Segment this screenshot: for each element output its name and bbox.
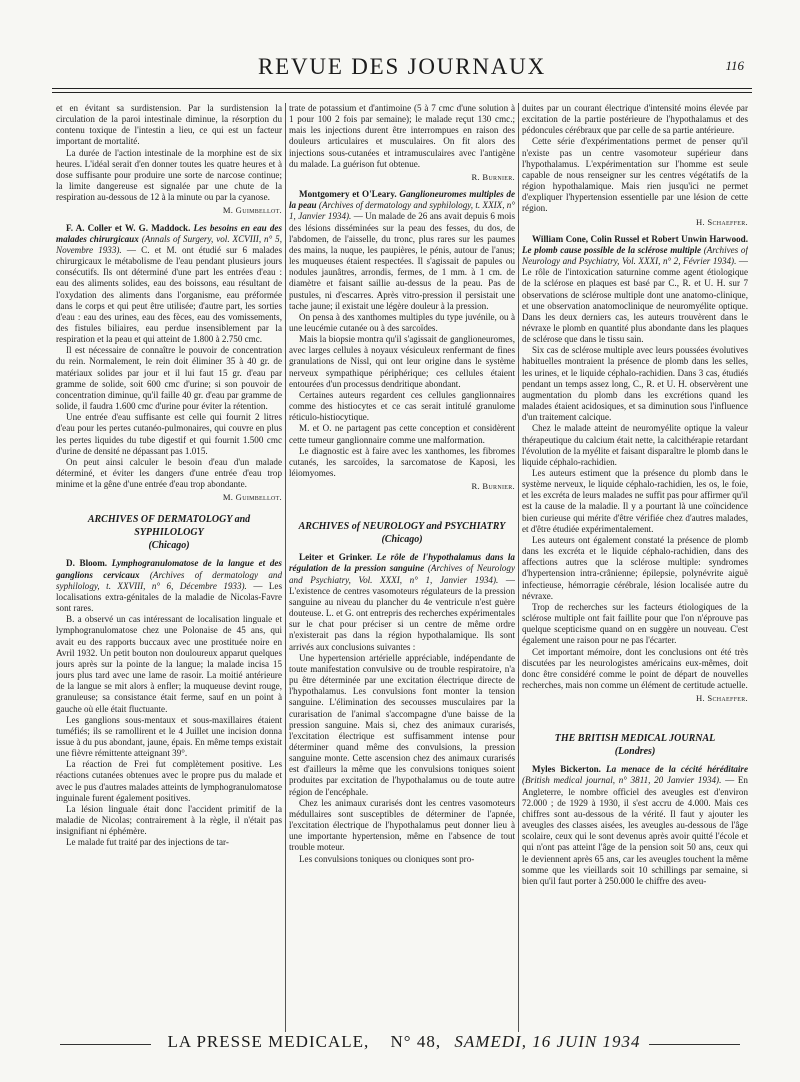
paragraph: Cet important mémoire, dont les conclusions ont été très discutées par les neurologistes américains eux-mêmes, doit donc être considéré comme le point de départ de nouvelles recherches, mais non comme un élément de certitude actuelle. — [522, 646, 748, 690]
article-heading — [56, 223, 282, 346]
paragraph: Il est nécessaire de connaître le pouvoir de concentration du rein. Normalement, le rein doit éliminer 35 à 40 gr. de matériaux solides par jour et il lui faut 15 gr. d'eau par gramme de solide, soit 600 cmc d'urine; si son pouvoir de concentration diminue, qu'il faille 40 gr. d'eau par gramme de solide, il faudra 1.600 cmc d'urine pour éviter la rétention. — [56, 345, 282, 412]
paragraph: On peut ainsi calculer le besoin d'eau d'un malade déterminé, et éviter les dangers d'une entrée d'eau trop minime et la gêne d'une entrée d'eau trop abondante. — [56, 456, 282, 490]
footer-date: SAMEDI, 16 JUIN 1934 — [454, 1032, 641, 1051]
author-signature: R. Burnier. — [471, 481, 515, 492]
paragraph: On pensa à des xanthomes multiples du type juvénile, ou à une leucémie cutanée ou à des sarcoïdes. — [289, 311, 515, 333]
paragraph: Cette série d'expérimentations permet de penser qu'il n'existe pas un centre vasomoteur supérieur dans l'hypothalamus. L'expérimentation sur l'homme est seule capable de nous renseigner sur les centres végétatifs de la région hypothalamique. Mais rien jusqu'ici ne permet d'expliquer l'hypertension essentielle par une lésion de cette région. — [522, 136, 748, 214]
paragraph: Une entrée d'eau suffisante est celle qui fournit 2 litres d'eau pour les pertes cutanéo-pulmonaires, qui couvre en plus les pertes liquides du tube digestif et qui fournit 1.500 cmc d'urine de densité ne dépassant pas 1.015. — [56, 412, 282, 456]
author-signature: M. Guimbellot. — [222, 205, 282, 216]
article-title: Lymphogranulomatose de la langue et des ganglions cervicaux — [56, 558, 282, 580]
page-footer — [60, 1032, 740, 1056]
article-authors: Montgomery et O'Leary. — [299, 189, 397, 200]
paragraph: Les ganglions sous-mentaux et sous-maxillaires étaient tuméfiés; ils se ramollirent et le 4 Juillet une incision donna issue à du pus abondant, jaune, épais. En même temps existait une fièvre rémittente atteignant 39°. — [56, 714, 282, 759]
article-heading — [522, 764, 748, 887]
paragraph: La lésion linguale était donc l'accident primitif de la maladie de Nicolas; contrairement à la règle, il n'était pas insignifiant ni éphémère. — [56, 803, 282, 837]
section-journal-name: ARCHIVES OF DERMATOLOGY and SYPHILOLOGY — [87, 514, 251, 539]
column-divider — [518, 103, 519, 1038]
paragraph: Les convulsions toniques ou cloniques sont pro- — [299, 853, 475, 864]
footer-journal: LA PRESSE MEDICALE, — [159, 1032, 377, 1051]
page-number: 116 — [725, 58, 744, 73]
section-city: (Chicago) — [381, 534, 423, 546]
article-reference: (British medical journal, n° 3811, 20 Janvier 1934). — [522, 775, 722, 786]
article-reference: (Annals of Surgery, vol. XCVIII, n° 5, Novembre 1933). — [56, 233, 282, 255]
paragraph: — Le rôle de l'intoxication saturnine comme agent étiologique de la sclérose en plaques est basé par C., R. et U. H. sur 7 observations de sclérose multiple dont une anatomo-clinique, et une observation anatomoclinique de neuromyélite optique. Dans les deux derniers cas, les auteurs trouvèrent dans le névraxe le plomb en quantité plus abondante dans les plaques de sclérose que dans le tissu sain. — [522, 256, 748, 345]
article-authors: Leiter et Grinker. — [299, 552, 372, 563]
article-heading — [289, 189, 515, 312]
spacer — [289, 498, 515, 510]
paragraph: Mais la biopsie montra qu'il s'agissait de ganglioneuromes, avec larges cellules à noyaux vésiculeux renfermant de fines granulations de Nissl, qui ont leur origine dans le système nerveux sympathique périphérique; ces cellules étaient entourées d'un processus dendritique abondant. — [289, 334, 515, 389]
author-signature: R. Burnier. — [471, 171, 515, 182]
article-reference: (Archives of dermatology and syphilology, t. XXVIII, n° 6, Décembre 1933). — [56, 569, 282, 591]
author-signature: H. Schaeffer. — [695, 216, 748, 227]
article-title: Le plomb cause possible de la sclérose multiple — [522, 244, 702, 255]
paragraph: — Les localisations extra-génitales de la maladie de Nicolas-Favre sont rares. — [56, 580, 282, 614]
article-authors: D. Bloom. — [66, 558, 108, 569]
article-heading — [56, 558, 282, 614]
page-title: REVUE DES JOURNAUX — [258, 54, 546, 79]
section-heading — [289, 520, 515, 546]
spacer — [522, 710, 748, 722]
article-title: Les besoins en eau des malades chirurgicaux — [56, 222, 282, 244]
paragraph: La durée de l'action intestinale de la morphine est de six heures. L'idéal serait d'en donner toutes les quatre heures et à dose suffisante pour produire une sorte de narcose continue; la limite dangereuse est signalée par une chute de la respiration au-dessous de 12 à la minute ou par la cyanose. — [56, 147, 282, 203]
footer-text — [60, 1032, 740, 1052]
header-rule — [52, 88, 752, 89]
article-heading — [289, 552, 515, 652]
column-left — [56, 103, 282, 1038]
paragraph: B. a observé un cas intéressant de localisation linguale et lymphogranulomatose chez une Polonaise de 45 ans, qui avait eu des rapports buccaux avec une prostituée noire en Avril 1932. Un petit bouton non douloureux apparut quelques jours après sur la pointe de la langue; la malade incisa 15 jours plus tard avec une lame de rasoir. La moitié antérieure de la langue se mit alors à enfler; la muqueuse devint rouge, granuleuse; sa consistance était ferme, sauf en un point à gauche où elle était fluctuante. — [56, 614, 282, 714]
paragraph: La réaction de Frei fut complètement positive. Les réactions cutanées obtenues avec le propre pus du malade et avec le pus d'autres malades atteints de lymphogranulomatose inguinale furent également positives. — [56, 759, 282, 803]
section-journal-name: ARCHIVES of NEUROLOGY and PSYCHIATRY — [298, 521, 506, 533]
paragraph: — L'existence de centres vasomoteurs régulateurs de la pression sanguine au niveau du plancher du 4e ventricule n'est guère douteuse. L. et G. ont entrepris des recherches expérimentales sur le chat pour préciser si un centre de même ordre n'existerait pas dans la région hypothalamique. Ils sont arrivés aux conclusions suivantes : — [289, 574, 515, 652]
paragraph: Certaines auteurs regardent ces cellules ganglionnaires comme des histiocytes et ce cas serait intitulé granulome réticulo-histiocytique. — [289, 389, 515, 423]
section-journal-name: THE BRITISH MEDICAL JOURNAL — [554, 733, 716, 745]
paragraph: — Un malade de 26 ans avait depuis 6 mois des lésions disséminées sur la peau des fesses, du dos, de l'abdomen, de l'aisselle, du tronc, plus rares sur les paumes des mains, la nuque, les paupières, le pénis, autour de l'anus; les muqueuses étaient respectées. Il s'agissait de papules ou nodules jaunâtres, arrondis, fermes, de 1 mm. à 1 cm. de diamètre et faisant saillie au-dessus de la peau. Pas de pustules, ni d'escarres. Après vitro-pression il persistait une tache jaune; il existait une légère douleur à la pression. — [289, 211, 515, 311]
article-title: La menace de la cécité héréditaire — [606, 764, 748, 775]
paragraph: Six cas de sclérose multiple avec leurs poussées évolutives habituelles montraient la présence de plomb dans les selles, les urines, et le liquide céphalo-rachidien. Dans 3 cas, étudiés pendant un temps assez long, C., R. et U. H. observèrent une augmentation du plomb dans les excrétions quand les malades étaient acidosiques, et sa diminution sous l'influence d'un traitement calcique. — [522, 345, 748, 423]
paragraph: Chez le malade atteint de neuromyélite optique la valeur thérapeutique du calcium était nette, la calcithérapie retardant l'évolution de la myélite et faisant disparaître le plomb dans le liquide céphalo-rachidien. — [522, 423, 748, 467]
paragraph: Les auteurs estiment que la présence du plomb dans le système nerveux, le liquide céphalo-rachidien, les os, le foie, et les excréta de leurs malades ne suffit pas pour affirmer qu'il est la cause de la maladie. Il y a pourtant là une coïncidence bien curieuse qui mérite d'être vérifiée chez d'autres malades, et d'être étudiée expérimentalement. — [522, 468, 748, 534]
article-title: Le rôle de l'hypothalamus dans la régulation de la pression sanguine — [289, 552, 515, 574]
paragraph: M. et O. ne partagent pas cette conception et considèrent cette tumeur ganglionnaire comme une malformation. — [289, 423, 515, 445]
column-middle — [289, 103, 515, 1038]
paragraph: Les auteurs ont également constaté la présence de plomb dans les excréta et le liquide céphalo-rachidien, dans des affections autres que la sclérose multiple: syndromes d'hypertension intra-crânienne; épilepsie, polynévrite aiguë infectieuse, hémorragie cérébrale, lésion localisée autre du névraxe. — [522, 534, 748, 601]
article-authors: F. A. Coller et W. G. Maddock. — [66, 222, 191, 233]
author-signature: H. Schaeffer. — [695, 693, 748, 704]
section-heading — [522, 732, 748, 758]
article-reference: (Archives of Neurology and Psychiatry, Vol. XXXI, n° 2, Février 1934). — [522, 244, 748, 267]
footer-issue: N° 48, — [383, 1032, 450, 1051]
section-heading — [56, 513, 282, 552]
article-reference: (Archives of dermatology and syphilology, t. XXIX, n° 1, Janvier 1934). — [289, 200, 515, 222]
article-heading — [522, 234, 748, 346]
section-city: (Chicago) — [148, 540, 190, 552]
article-reference: (Archives of Neurology and Psychiatry, Vol. XXXI, n° 1, Janvier 1934). — [289, 563, 515, 585]
paragraph: trate de potassium et d'antimoine (5 à 7 cmc d'une solution à 1 pour 100 2 fois par semaine); le malade reçut 130 cmc.; mais les injections durent être interrompues en raison des douleurs articulaires et musculaires. On fit alors des injections sous-cutanées et intramusculaires avec l'antigène du malade. La guérison fut obtenue. — [289, 103, 515, 169]
paragraph: — En Angleterre, le nombre officiel des aveugles est d'environ 72.000 ; de 1929 à 1930, il s'est accru de 4.000. Mais ces chiffres sont au-dessous de la vérité. Il faut y ajouter les aveugles des classes aisées, les aveugles au-dessous de l'âge scolaire, ceux qui le sont devenus après avoir quitté l'école et qui n'ont pas atteint l'âge de la pension soit 50 ans, ceux qui le deviennent après 65 ans, car les aveugles touchent la même somme que les vieillards soit 10 schillings par semaine, si bien qu'il faut porter à 250.000 le chiffre des aveu- — [522, 775, 748, 886]
section-city: (Londres) — [614, 746, 656, 758]
article-title: Ganglioneuromes multiples de la peau — [289, 189, 515, 211]
paragraph: Le diagnostic est à faire avec les xanthomes, les fibromes cutanés, les sarcoïdes, la sarcomatose de Kaposi, les léiomyomes. — [289, 445, 515, 478]
paragraph: Une hypertension artérielle appréciable, indépendante de toute manifestation convulsive ou de trouble respiratoire, n'a pu être déterminée par une excitation électrique directe de l'hypothalamus. Les convulsions font monter la tension sanguine. L'élimination des secousses musculaires par la curarisation de l'animal s'accompagne d'une baisse de la pression sanguine. Mais si, chez des animaux curarisés, l'excitation électrique est suffisamment intense pour déterminer quand même des convulsions, la pression sanguine monte. Cette ascension chez des animaux curarisés est d'ailleurs la même que les convulsions toniques soient produites par excitation de l'hypothalamus ou de toute autre région de l'encéphale. — [289, 652, 515, 797]
paragraph: et en évitant sa surdistension. Par la surdistension la circulation de la paroi intestinale diminue, la résorption du contenu toxique de l'intestin a lieu, ce qui est un facteur important de mortalité. — [56, 103, 282, 147]
article-authors: Myles Bickerton. — [532, 764, 601, 775]
paragraph: Chez les animaux curarisés dont les centres vasomoteurs médullaires sont susceptibles de déterminer de l'apnée, l'excitation électrique de l'hypothalamus peut donner lieu à une importante hypertension, même en l'absence de tout trouble moteur. — [289, 797, 515, 853]
author-signature: M. Guimbellot. — [222, 492, 282, 503]
column-right — [522, 103, 748, 1038]
header-rule-inner — [52, 92, 752, 93]
column-divider — [285, 103, 286, 1038]
paragraph: Le malade fut traité par des injections de tar- — [66, 837, 229, 848]
paragraph: Trop de recherches sur les facteurs étiologiques de la sclérose multiple ont fait faillite pour que l'on n'éprouve pas quelque scepticisme quand on en suggère un nouveau. C'est également une raison pour ne pas l'écarter. — [522, 601, 748, 646]
paragraph: — C. et M. ont étudié sur 6 malades chirurgicaux le métabolisme de l'eau pendant plusieurs jours consécutifs. Ils ont déterminé d'une part les entrées d'eau : eau des aliments solides, eau des boissons, eau résultant de l'oxydation des aliments dans l'organisme, eau préformée dans le corps et qui peut être utilisée; d'autre part, les sorties d'eau : eau des urines, eau des fèces, eau des vomissements, des fistules biliaires, eau perdue insensiblement par la respiration et la peau et qui atteint de 1.800 à 2.750 cmc. — [56, 244, 282, 345]
article-authors: William Cone, Colin Russel et Robert Unwin Harwood. — [532, 233, 748, 244]
paragraph: duites par un courant électrique d'intensité moins élevée par excitation de la partie postérieure de l'hypothalamus et des pédoncules cérébraux que par celle de sa partie antérieure. — [522, 103, 748, 136]
